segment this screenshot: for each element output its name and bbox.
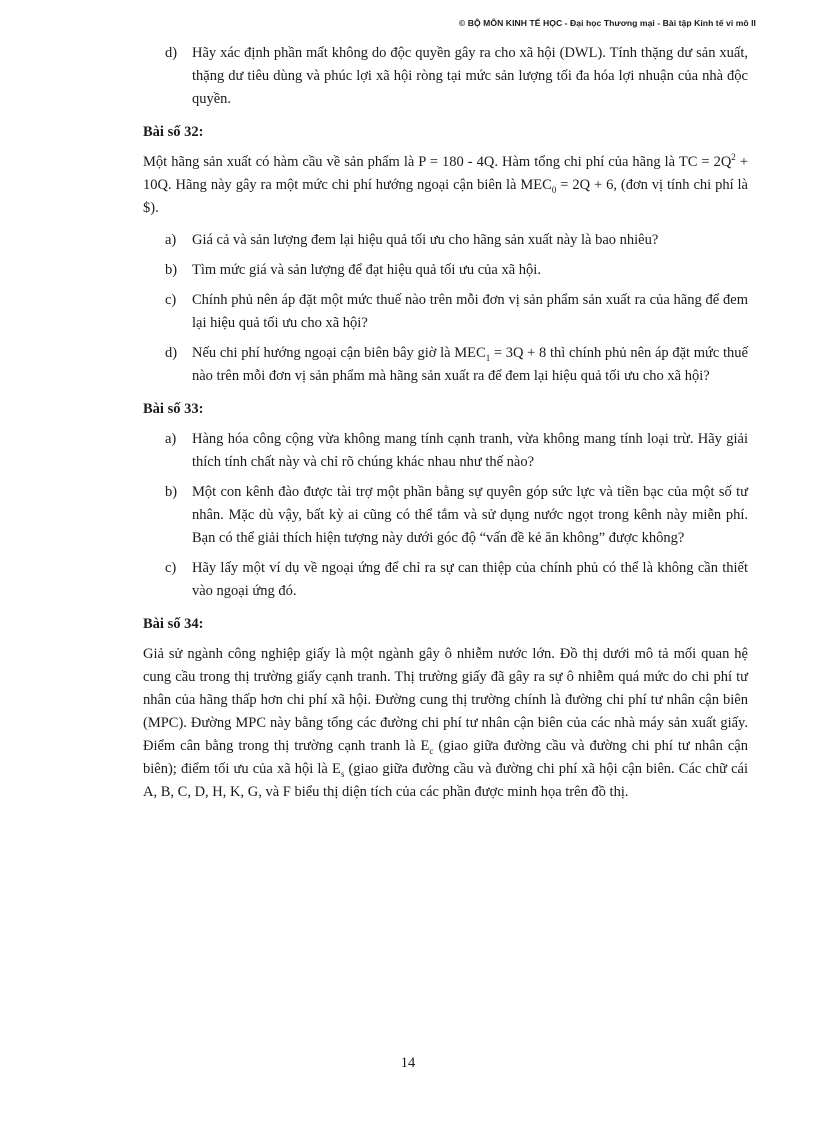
item-label: d) <box>165 345 178 361</box>
list-item <box>165 428 748 474</box>
item-text: Hãy xác định phần mất không do độc quyền gây ra cho xã hội (DWL). Tính thặng dư sản xuất, thặng dư tiêu dùng và phúc lợi xã hội ròng tại mức sản lượng tối đa hóa lợi nhuận của nhà độc quyền. <box>192 45 748 107</box>
exercise-32-items <box>165 229 748 388</box>
list-item <box>165 289 748 335</box>
item-label: d) <box>165 45 178 61</box>
exercise-34-title: Bài số 34: <box>143 616 204 632</box>
list-item <box>165 557 748 603</box>
item-label: c) <box>165 560 177 576</box>
exercise-34-body: Giả sử ngành công nghiệp giấy là một ngành gây ô nhiễm nước lớn. Đồ thị dưới mô tả mối quan hệ cung cầu trong thị trường giấy cạnh tranh. Thị trường giấy đã gây ra sự ô nhiễm quá mức do chi phí tư nhân của hãng thấp hơn chi phí xã hội. Đường cung thị trường chính là đường chi phí tư nhân cận biên (MPC). Đường MPC này bằng tổng các đường chi phí tư nhân cận biên của các nhà máy sản xuất giấy. Điểm cân bằng trong thị trường cạnh tranh là $E_c$ (giao giữa đường cầu và đường chi phí tư nhân cận biên); điểm tối ưu của xã hội là $E_s$ (giao giữa đường cầu và đường chi phí xã hội cận biên. Các chữ cái A, B, C, D, H, K, G, và F biểu thị diện tích của các phần được minh họa trên đồ thị. <box>143 646 748 800</box>
list-item <box>165 229 748 252</box>
item-text: Hãy lấy một ví dụ về ngoại ứng để chỉ ra sự can thiệp của chính phủ có thể là không cần thiết vào ngoại ứng đó. <box>192 560 748 599</box>
page-content <box>143 42 748 813</box>
exercise-33-items <box>165 428 748 603</box>
page-header: © BỘ MÔN KINH TẾ HỌC - Đại học Thương mại - Bài tập Kinh tế vi mô II <box>458 18 756 28</box>
item-text: Chính phủ nên áp đặt một mức thuế nào trên mỗi đơn vị sản phẩm sản xuất ra của hãng để đem lại hiệu quả tối ưu cho xã hội? <box>192 292 748 331</box>
list-item <box>165 259 748 282</box>
item-text: Một con kênh đào được tài trợ một phần bằng sự quyên góp sức lực và tiền bạc của một số tư nhân. Mặc dù vậy, bất kỳ ai cũng có thể tắm và sử dụng nước ngọt trong kênh này miễn phí. Bạn có thể giải thích hiện tượng này dưới góc độ “vấn đề kẻ ăn không” được không? <box>192 484 748 546</box>
list-item <box>165 481 748 550</box>
item-label: b) <box>165 484 178 500</box>
exercise-33-title: Bài số 33: <box>143 401 204 417</box>
page-number: 14 <box>400 1055 416 1071</box>
item-label: a) <box>165 232 177 248</box>
item-label: b) <box>165 262 178 278</box>
item-text: Nếu chi phí hướng ngoại cận biên bây giờ là $MEC_1 = 3Q + 8$ thì chính phủ nên áp đặt mức thuế nào trên mỗi đơn vị sản phẩm mà hãng sản xuất ra để đem lại hiệu quả tối ưu cho xã hội? <box>192 345 748 384</box>
item-label: c) <box>165 292 177 308</box>
list-item <box>165 342 748 388</box>
exercise-32-title: Bài số 32: <box>143 124 204 140</box>
list-item <box>165 42 748 111</box>
item-text: Hàng hóa công cộng vừa không mang tính cạnh tranh, vừa không mang tính loại trừ. Hãy giải thích tính chất này và chỉ rõ chúng khác nhau như thế nào? <box>192 431 748 470</box>
item-label: a) <box>165 431 177 447</box>
item-text: Tìm mức giá và sản lượng để đạt hiệu quả tối ưu của xã hội. <box>192 262 541 278</box>
exercise-32-intro: Một hãng sản xuất có hàm cầu về sản phẩm là P = 180 - 4Q. Hàm tổng chi phí của hãng là TC = $2Q^2 + 10Q$. Hãng này gây ra một mức chi phí hướng ngoại cận biên là $MEC_0 = 2Q + 6$, (đơn vị tính chi phí là $). <box>143 152 748 216</box>
item-text: Giá cả và sản lượng đem lại hiệu quả tối ưu cho hãng sản xuất này là bao nhiêu? <box>192 232 659 248</box>
